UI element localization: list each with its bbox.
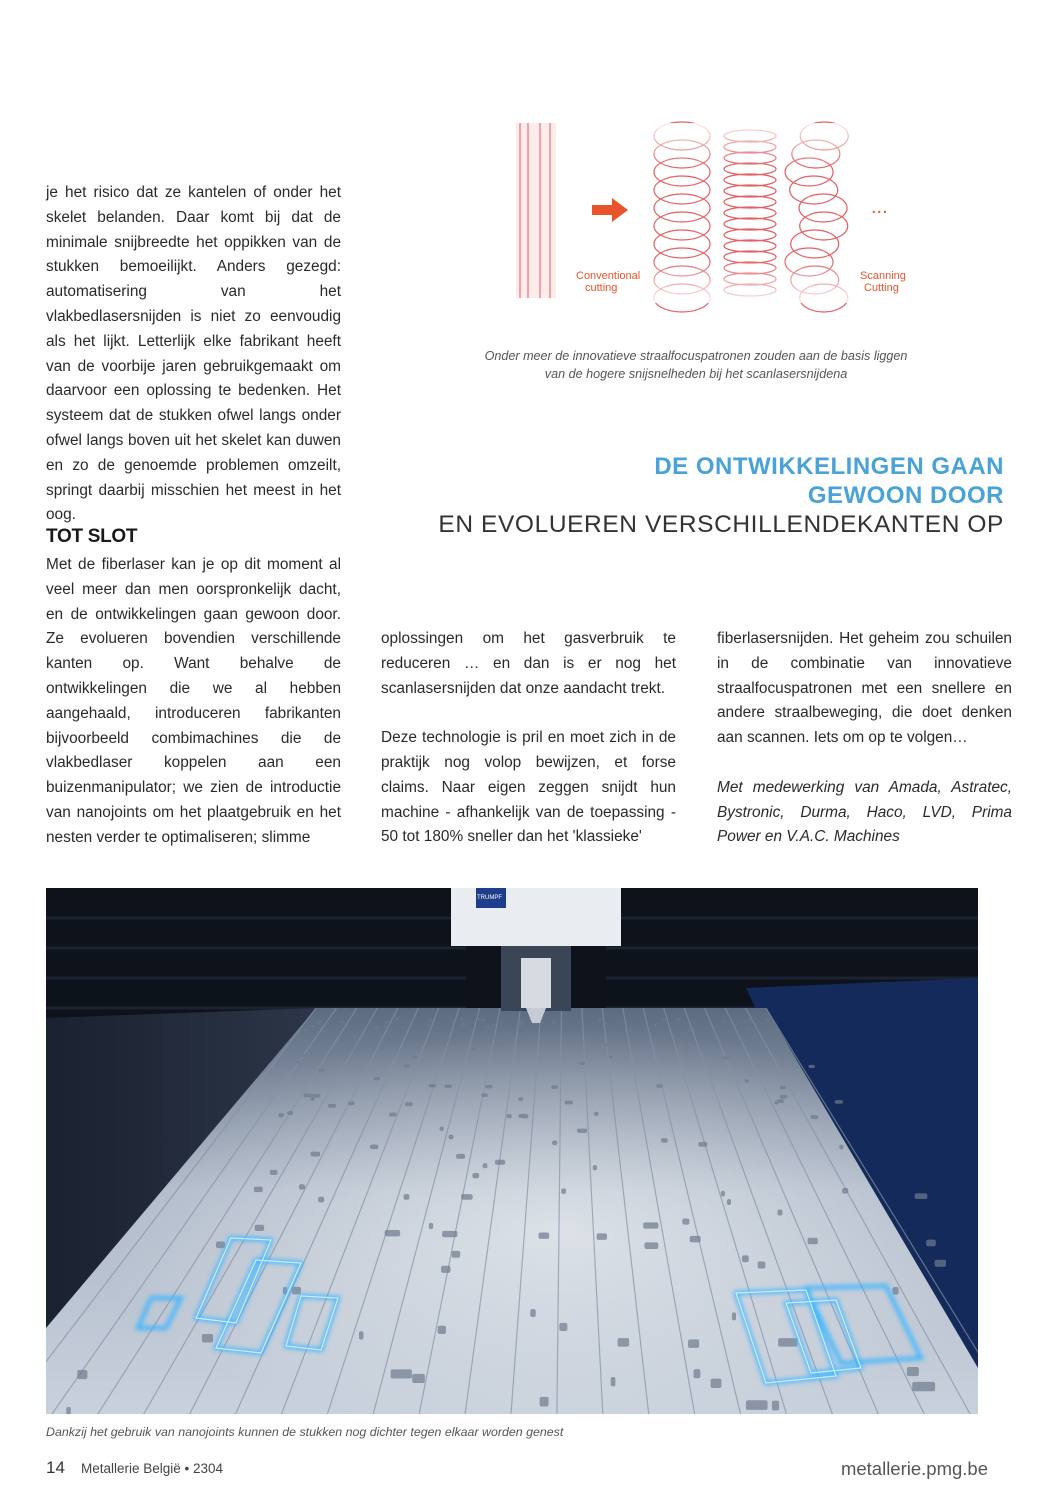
bed-cutout [605, 1043, 610, 1046]
bed-cutout [629, 1030, 633, 1032]
bed-cutout [721, 1191, 725, 1197]
bed-cutout [560, 1018, 564, 1020]
bed-cutout [348, 1102, 354, 1106]
bed-cutout [451, 1042, 457, 1045]
bed-cutout [389, 1112, 397, 1116]
body-paragraph: fiberlasersnijden. Het geheim zou schuilen in de combinatie van innovatieve straalfocuspatronen met een snellere en andere straalbeweging, die doet denken aan scannen. Iets om op te volgen… [717, 630, 1012, 747]
bed-cutout [216, 1242, 225, 1249]
bed-cutout [472, 1173, 479, 1178]
bed-cutout [481, 1019, 485, 1021]
bed-cutout [312, 1094, 321, 1098]
bed-cutout [320, 1041, 325, 1044]
bed-cutout [698, 1142, 707, 1147]
bed-cutout [405, 1102, 413, 1106]
beam-pattern-illustration [512, 108, 932, 313]
bed-cutout [370, 1144, 378, 1149]
arrow-right-icon [592, 198, 628, 222]
bed-cutout [541, 1021, 545, 1023]
bed-cutout [452, 1251, 461, 1258]
bed-cutout [311, 1025, 316, 1027]
magazine-issue: Metallerie België • 2304 [81, 1461, 224, 1476]
bed-cutout [935, 1260, 946, 1267]
bed-cutout [373, 1077, 379, 1080]
bed-cutout [460, 1025, 464, 1027]
bed-cutout [656, 1084, 663, 1088]
label-scanning-1: Scanning [860, 270, 906, 282]
bed-cutout [688, 1339, 699, 1348]
bed-cutout [912, 1382, 935, 1391]
bed-cutout [507, 1114, 512, 1118]
bed-cutout [415, 1042, 421, 1045]
bed-cutout [780, 1095, 787, 1099]
bed-cutout [540, 1397, 549, 1407]
laser-bed-illustration [46, 888, 978, 1414]
bed-cutout [412, 1374, 425, 1383]
bed-cutout [552, 1140, 557, 1145]
bed-cutout [565, 1101, 573, 1105]
bed-cutout [559, 1323, 567, 1331]
bed-cutout [682, 1218, 689, 1224]
bed-cutout [593, 1165, 597, 1170]
bed-cutout [497, 1042, 502, 1045]
bed-cutout [385, 1230, 401, 1236]
photo-caption: Dankzij het gebruik van nanojoints kunnen de stukken nog dichter tegen elkaar worden genest [46, 1425, 564, 1439]
left-column-top [46, 181, 341, 528]
bed-cutout [662, 1018, 666, 1020]
bed-cutout [521, 1114, 528, 1118]
bed-cutout [292, 1287, 301, 1294]
bed-cutout [907, 1367, 919, 1376]
bed-cutout [505, 1032, 510, 1034]
bed-cutout [518, 1021, 522, 1023]
bed-cutout [579, 1062, 585, 1065]
bed-cutout [318, 1197, 324, 1203]
bed-cutout [287, 1111, 293, 1115]
bed-cutout [577, 1129, 587, 1133]
credits-paragraph: Met medewerking van Amada, Astratec, Bystronic, Durma, Haco, LVD, Prima Power en V.A.C. Machines [717, 778, 1012, 846]
bed-cutout [658, 1040, 663, 1043]
bed-cutout [445, 1084, 452, 1088]
bed-cutout [391, 1369, 412, 1378]
bed-cutout [429, 1019, 433, 1021]
bed-cutout [311, 1152, 321, 1157]
middle-column [381, 627, 676, 850]
bed-cutout [774, 1101, 779, 1105]
bed-cutout [688, 1029, 693, 1031]
bed-cutout [609, 1055, 613, 1058]
bed-cutout [611, 1377, 616, 1386]
bed-cutout [518, 1097, 523, 1101]
bed-cutout [441, 1266, 450, 1273]
bed-cutout [429, 1223, 433, 1229]
bed-cutout [202, 1334, 213, 1342]
bed-cutout [296, 1061, 300, 1064]
bed-cutout [892, 1287, 898, 1295]
bed-cutout [483, 1163, 488, 1168]
bed-cutout [915, 1193, 928, 1199]
bed-cutout [254, 1187, 263, 1193]
bed-cutout [661, 1138, 668, 1143]
bed-cutout [746, 1400, 768, 1410]
bed-cutout [355, 1041, 360, 1044]
bed-cutout [551, 1085, 558, 1089]
bed-cutout [561, 1188, 566, 1194]
caption-line: van de hogere snijsnelheden bij het scanlasersnijdena [544, 367, 848, 381]
label-conventional-2: cutting [585, 282, 618, 294]
bed-cutout [340, 1021, 344, 1023]
bed-cutout [632, 1040, 636, 1043]
bed-cutout [317, 1021, 321, 1023]
bed-cutout [742, 1255, 749, 1262]
bed-cutout [839, 1145, 843, 1150]
bed-cutout [644, 1027, 649, 1029]
bed-cutout [552, 1021, 556, 1023]
bed-cutout [778, 1210, 783, 1216]
bed-cutout [451, 1021, 455, 1023]
bed-cutout [538, 1232, 549, 1238]
bed-cutout [404, 1194, 410, 1200]
bed-cutout [772, 1401, 779, 1411]
body-paragraph: Deze technologie is pril en moet zich in de praktijk nog volop bewijzen, et forse claims. Naar eigen zeggen snijdt hun machine - afhankelijk van de toepassing - 50 tot 180% sneller dan het 'klassieke' [381, 729, 676, 846]
bed-cutout [733, 1024, 738, 1026]
bed-cutout [517, 1024, 522, 1026]
bed-cutout [491, 1024, 496, 1026]
caption-line: Onder meer de innovatieve straalfocuspatronen zouden aan de basis liggen [484, 349, 908, 363]
bed-cutout [288, 1049, 293, 1052]
section-heading: TOT SLOT [46, 526, 138, 547]
bed-cutout [926, 1240, 936, 1247]
pull-quote [438, 452, 1004, 540]
bed-cutout [666, 1039, 671, 1042]
bed-cutout [440, 1127, 444, 1131]
bed-cutout [301, 1054, 306, 1057]
continuation-dots: ... [871, 196, 888, 218]
body-paragraph: oplossingen om het gasverbruik te reduceren … en dan is er nog het scanlasersnijden dat onze aandacht trekt. [381, 630, 676, 697]
bed-cutout [359, 1331, 363, 1339]
bed-cutout [778, 1338, 798, 1347]
bed-cutout [374, 1026, 378, 1028]
bed-cutout [66, 1407, 71, 1414]
bed-cutout [412, 1055, 417, 1058]
bed-cutout [473, 1021, 477, 1023]
bed-cutout [530, 1309, 535, 1317]
bed-cutout [683, 1047, 689, 1050]
bed-cutout [448, 1135, 453, 1139]
bed-cutout [808, 1238, 818, 1245]
machine-brand-label: TRUMPF [477, 895, 502, 901]
bed-cutout [732, 1312, 736, 1320]
pull-quote-line: DE ONTWIKKELINGEN GAAN [654, 453, 1004, 480]
bed-cutout [270, 1170, 278, 1175]
bed-cutout [676, 1018, 680, 1020]
body-paragraph: Met de fiberlaser kan je op dit moment al veel meer dan men oorspronkelijk dacht, en de ontwikkelingen gaan gewoon door. Ze evolueren bovendien verschillende kanten op. Want behalve de ontwikkelingen die we al hebben aangehaald, introduceren fabrikanten bijvoorbeeld combimachines die de vlakbedlaser koppelen aan een buizenmanipulator; we zien de introductie van nanojoints om het plaatgebruik en het nesten verder te optimaliseren; slimme [46, 556, 341, 846]
bed-cutout [743, 1020, 747, 1022]
bed-cutout [722, 1057, 729, 1060]
bed-cutout [517, 1041, 522, 1044]
bed-cutout [461, 1194, 472, 1200]
bed-cutout [727, 1199, 731, 1205]
bed-cutout [310, 1097, 314, 1101]
bed-cutout [429, 1084, 436, 1087]
bed-cutout [598, 1018, 602, 1020]
bed-cutout [578, 1038, 583, 1041]
bed-cutout [438, 1326, 446, 1334]
bed-cutout [384, 1021, 388, 1023]
bed-cutout [808, 1065, 815, 1068]
bed-cutout [747, 1028, 752, 1030]
bed-cutout [842, 1188, 848, 1194]
bed-cutout [835, 1100, 843, 1104]
bed-cutout [810, 1115, 818, 1119]
bed-cutout [278, 1113, 284, 1117]
bed-cutout [318, 1068, 325, 1071]
bed-cutout [426, 1024, 430, 1026]
bed-cutout [766, 1018, 770, 1020]
body-paragraph: je het risico dat ze kantelen of onder het skelet belanden. Daar komt bij dat de minimale snijbreedte het oppikken van de stukken bemoeilijkt. Anders gezegd: automatisering van het vlakbedlasersnijden is niet zo eenvoudig als het lijkt. Letterlijk elke fabrikant heeft van de voorbije jaren gebruikgemaakt om daarvoor een oplossing te bedenken. Het systeem dat de stukken ofwel langs onder ofwel langs boven uit het skelet kan duwen en zo de genoemde problemen omzeilt, springt daarbij misschien het meest in het oog. [46, 184, 341, 524]
bed-cutout [304, 1094, 313, 1098]
bed-cutout [407, 1021, 411, 1023]
bed-cutout [758, 1262, 766, 1269]
pull-quote-line: GEWOON DOOR [807, 482, 1004, 509]
bed-cutout [721, 1020, 725, 1022]
bed-cutout [477, 1018, 481, 1020]
label-scanning-2: Cutting [864, 282, 899, 294]
bed-cutout [328, 1104, 336, 1108]
bed-cutout [404, 1064, 410, 1067]
laser-machine-photo [46, 888, 978, 1414]
bed-cutout [77, 1370, 87, 1379]
website-link[interactable]: metallerie.pmg.be [840, 1458, 988, 1479]
left-column-bottom [46, 553, 341, 851]
figure-caption [455, 347, 937, 383]
bed-cutout [446, 1038, 451, 1041]
bed-cutout [711, 1379, 722, 1388]
right-column [717, 627, 1012, 850]
bed-cutout [304, 1029, 309, 1031]
bed-cutout [694, 1369, 701, 1378]
bed-cutout [460, 1018, 464, 1020]
page-number: 14 [46, 1458, 65, 1477]
bed-cutout [485, 1026, 490, 1028]
bed-cutout [442, 1231, 457, 1237]
bed-cutout [594, 1112, 599, 1116]
bed-cutout [456, 1154, 465, 1159]
bed-cutout [748, 1019, 753, 1021]
label-conventional-1: Conventional [576, 270, 641, 282]
bed-cutout [644, 1242, 658, 1249]
bed-cutout [780, 1086, 786, 1090]
bed-cutout [643, 1222, 658, 1228]
bed-cutout [394, 1018, 398, 1020]
bed-cutout [255, 1225, 264, 1231]
bed-cutout [597, 1233, 607, 1239]
beam-pattern-figure [512, 108, 932, 313]
bed-cutout [299, 1184, 305, 1189]
bed-cutout [481, 1093, 487, 1097]
bed-cutout [491, 1037, 495, 1040]
bed-cutout [485, 1085, 492, 1089]
bed-cutout [495, 1160, 505, 1165]
bed-cutout [471, 1048, 476, 1051]
bed-cutout [383, 1025, 387, 1027]
pull-quote-line: EN EVOLUEREN VERSCHILLENDEKANTEN OP [438, 511, 1004, 538]
bed-cutout [744, 1079, 748, 1082]
bed-cutout [652, 1024, 657, 1026]
bed-cutout [690, 1236, 701, 1242]
bed-cutout [618, 1338, 630, 1347]
